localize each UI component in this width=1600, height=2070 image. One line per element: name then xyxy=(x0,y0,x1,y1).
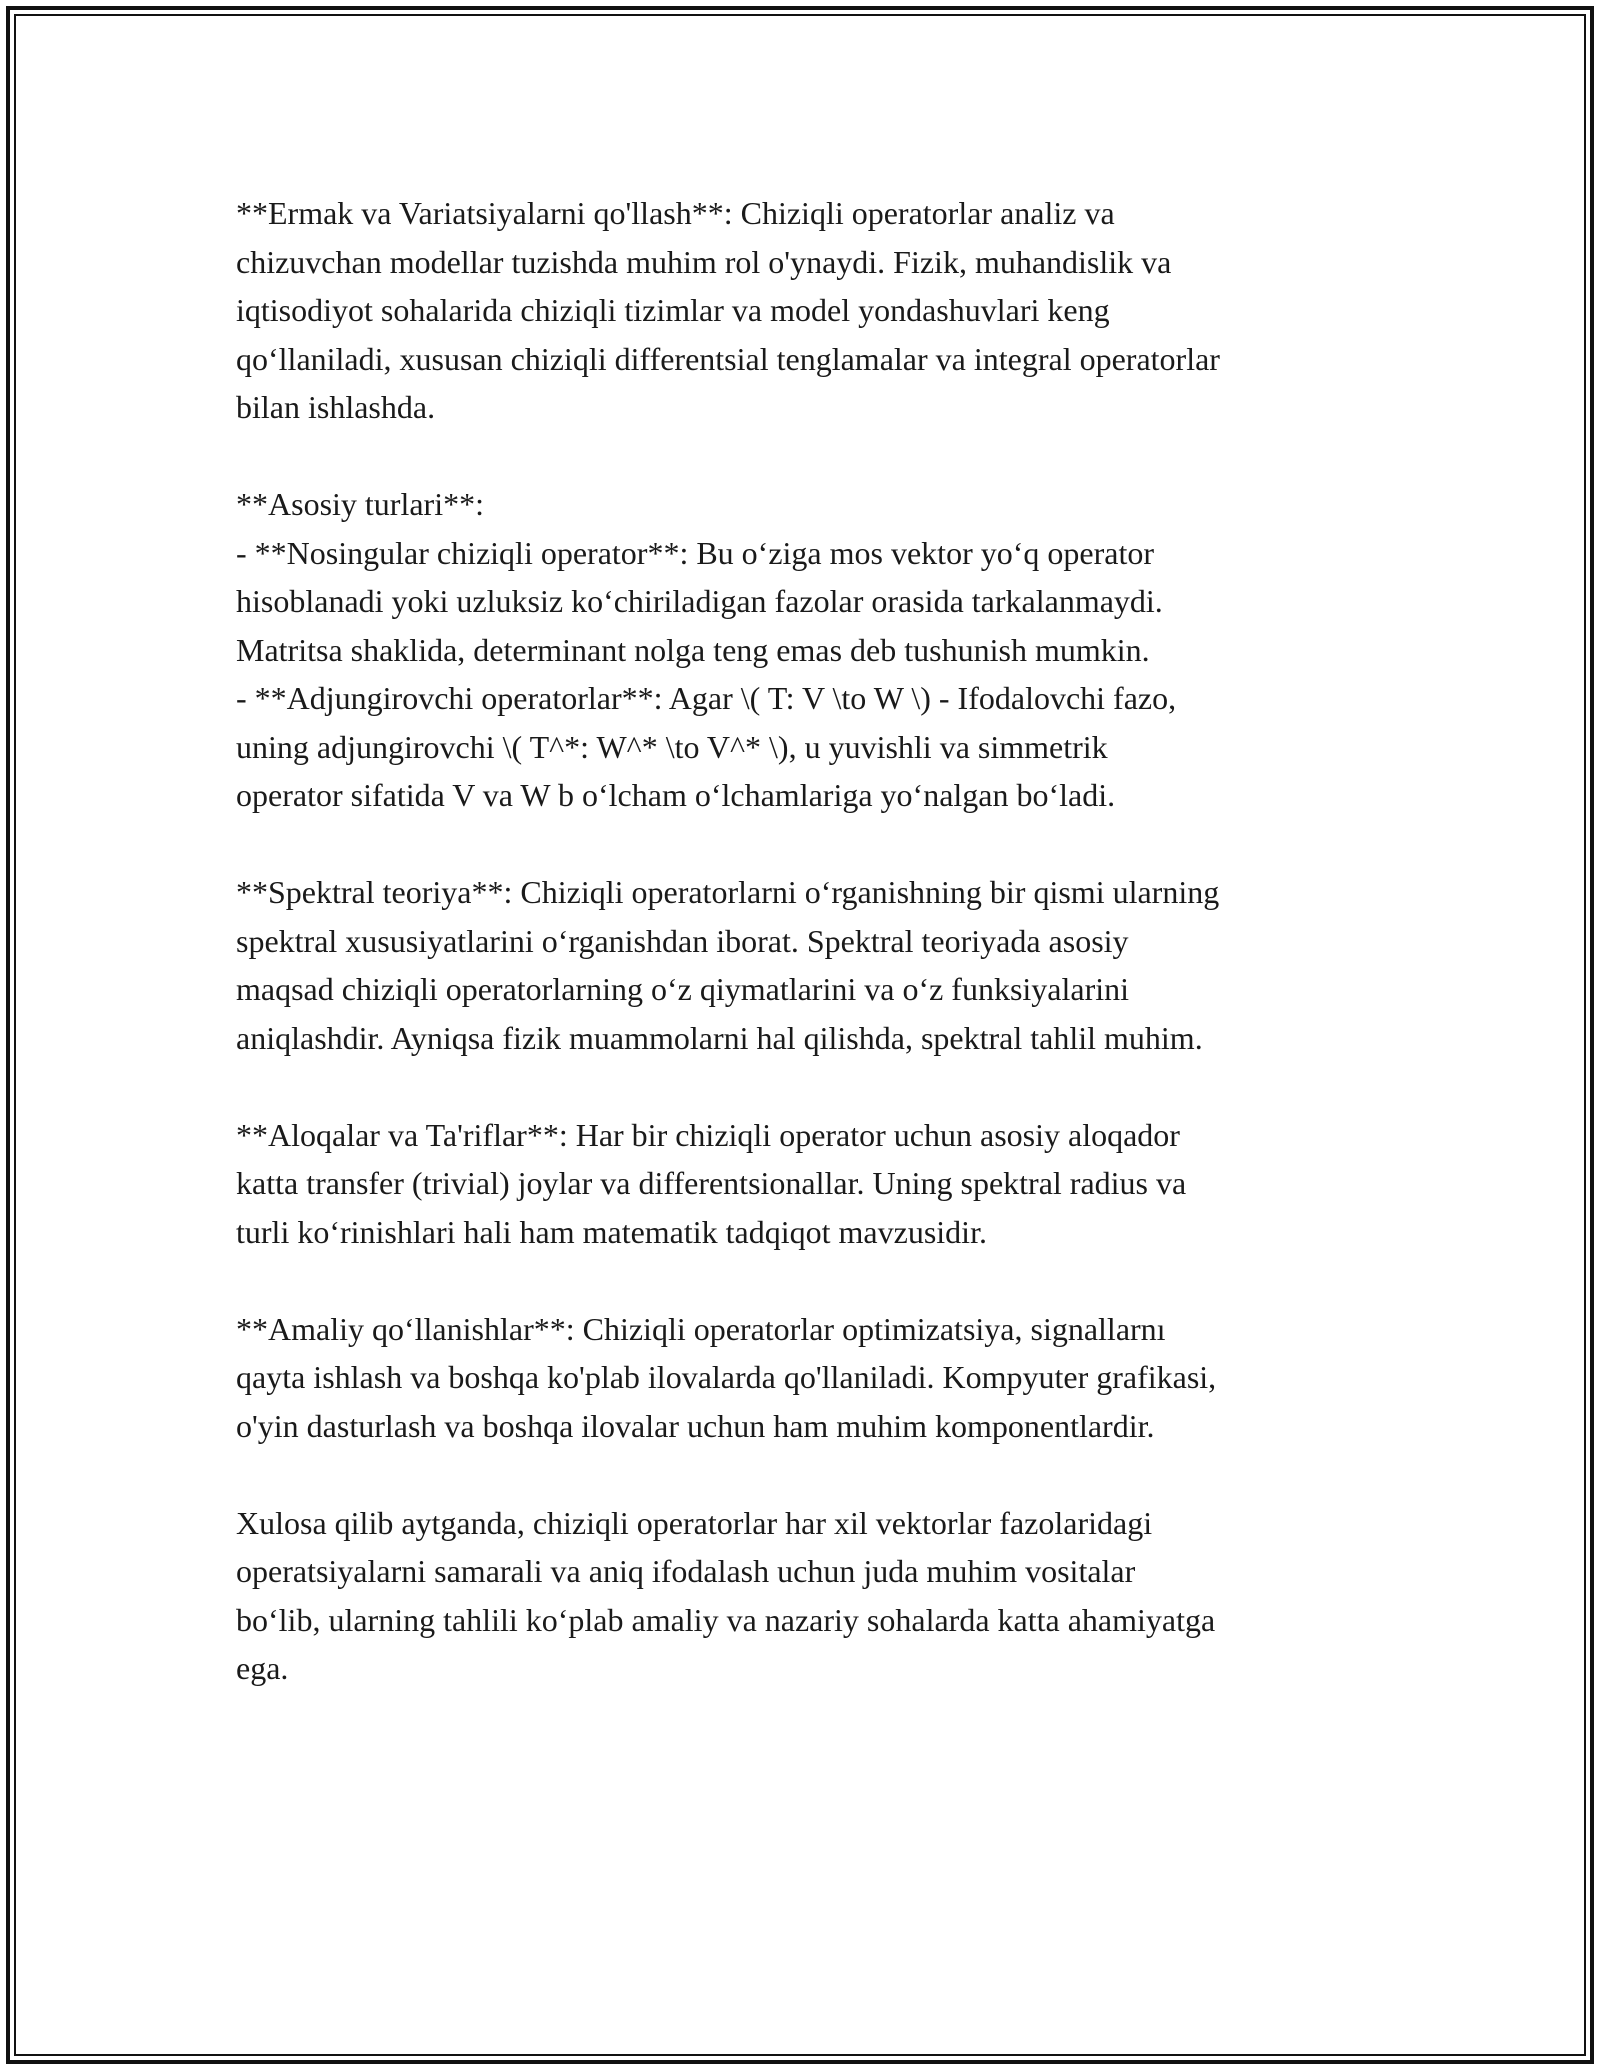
paragraph-aloqalar: **Aloqalar va Ta'riflar**: Har bir chiziqli operator uchun asosiy aloqador katta transfer (trivial) joylar va differentsionallar. Uning spektral radius va turli ko‘rinishlari hali ham matematik tadqiqot mavzusidir. xyxy=(236,1116,1187,1250)
paragraph-ermak: **Ermak va Variatsiyalarni qo'llash**: Chiziqli operatorlar analiz va chizuvchan modellar tuzishda muhim rol o'ynaydi. Fizik, muhandislik va iqtisodiyot sohalarida chiziqli tizimlar va model yondashuvlari keng qo‘llaniladi, xususan chiziqli differentsial tenglamalar va integral operatorlar bilan ishlashda. xyxy=(236,195,1220,425)
paragraph-amaliy: **Amaliy qo‘llanishlar**: Chiziqli operatorlar optimizatsiya, signallarnı qayta ishlash va boshqa ko'plab ilovalarda qo'llaniladi. Kompyuter grafikasi, o'yin dasturlash va boshqa ilovalar uchun ham muhim komponentlardir. xyxy=(236,1310,1217,1444)
heading-asosiy-turlari: **Asosiy turlari**: xyxy=(236,486,484,522)
list-item-adjungirovchi: - **Adjungirovchi operatorlar**: Agar \( T: V \to W \) - Ifodalovchi fazo, uning adjungirovchi \( T^*: W^* \to V^* \), u yuvishli va simmetrik operator sifatida V va W b o‘lcham o‘lchamlariga yo‘nalgan bo‘ladi. xyxy=(236,680,1177,813)
list-item-nosingular: - **Nosingular chiziqli operator**: Bu o‘ziga mos vektor yo‘q operator hisoblanadi yoki uzluksiz ko‘chiriladigan fazolar orasida tarkalanmaydi. Matritsa shaklida, determinant nolga teng emas deb tushunish mumkin. xyxy=(236,534,1163,668)
document-body xyxy=(236,189,1376,1741)
paragraph-spektral: **Spektral teoriya**: Chiziqli operatorlarni o‘rganishning bir qismi ularning spektral xususiyatlarini o‘rganishdan iborat. Spektral teoriyada asosiy maqsad chiziqli operatorlarning o‘z qiymatlarini va o‘z funksiyalarini aniqlashdir. Ayniqsa fizik muammolarni hal qilishda, spektral tahlil muhim. xyxy=(236,874,1220,1056)
paragraph-xulosa: Xulosa qilib aytganda, chiziqli operatorlar har xil vektorlar fazolaridagi operatsiyalarni samarali va aniq ifodalash uchun juda muhim vositalar bo‘lib, ularning tahlili ko‘plab amaliy va nazariy sohalarda katta ahamiyatga ega. xyxy=(236,1504,1216,1686)
